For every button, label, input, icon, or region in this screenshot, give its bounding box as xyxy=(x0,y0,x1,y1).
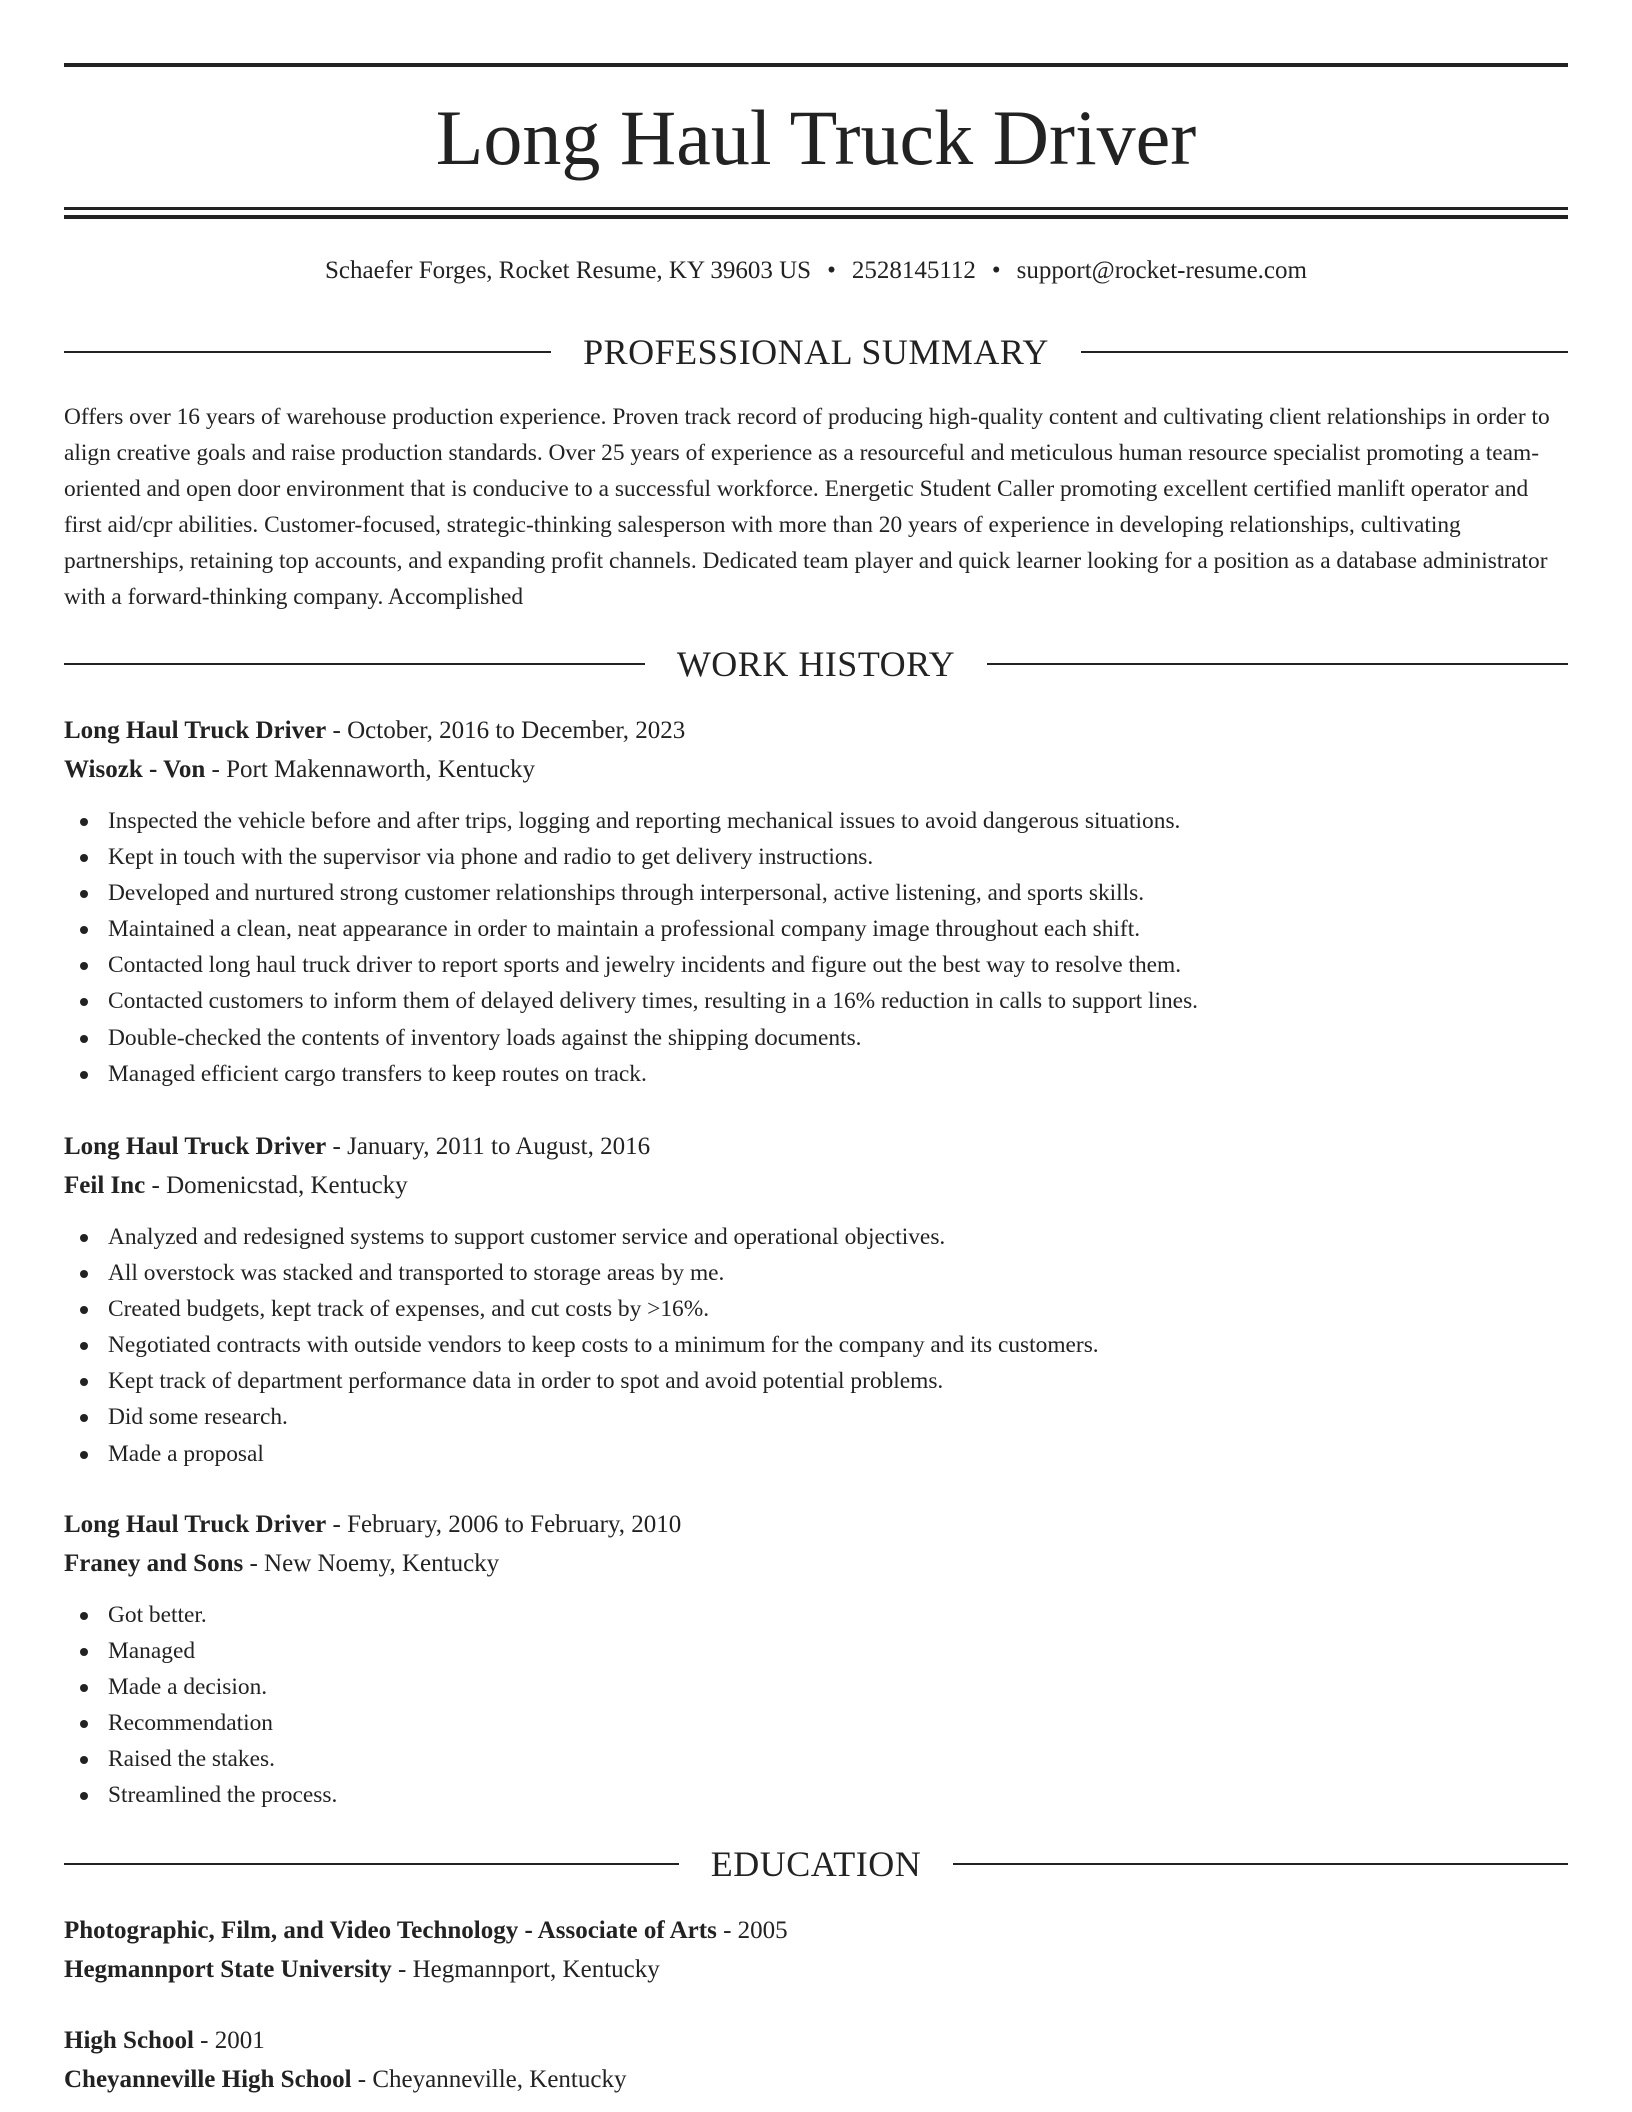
contact-phone: 2528145112 xyxy=(851,257,976,284)
section-heading-education xyxy=(64,1840,1568,1888)
section-heading-work-history xyxy=(64,640,1568,688)
job-bullet: Developed and nurtured strong customer relationships through interpersonal, active listening, and sports skills. xyxy=(64,875,1568,911)
job-bullet: Raised the stakes. xyxy=(64,1741,1568,1777)
job-company-line: Wisozk - Von - Port Makennaworth, Kentucky xyxy=(64,756,536,783)
job-bullet: Created budgets, kept track of expenses, and cut costs by >16%. xyxy=(64,1291,1568,1327)
education-entry xyxy=(64,2021,1568,2099)
header-double-rule-lower xyxy=(64,215,1568,219)
job-title-line: Long Haul Truck Driver - October, 2016 to December, 2023 xyxy=(64,717,686,744)
education-school: Cheyanneville High School xyxy=(64,2066,352,2093)
job-entry xyxy=(64,1505,1568,1814)
contact-address: Schaefer Forges, Rocket Resume, KY 39603 US xyxy=(325,257,812,284)
education-school-line: Cheyanneville High School - Cheyanneville, Kentucky xyxy=(64,2066,627,2093)
job-title: Long Haul Truck Driver xyxy=(64,1511,327,1538)
heading-rule-right xyxy=(1081,351,1568,353)
header-top-rule xyxy=(64,63,1568,67)
job-dates: January, 2011 to August, 2016 xyxy=(347,1133,651,1160)
education-location: Cheyanneville, Kentucky xyxy=(372,2066,627,2093)
job-entry xyxy=(64,711,1568,1092)
job-company: Feil Inc xyxy=(64,1172,146,1199)
job-location: Port Makennaworth, Kentucky xyxy=(226,756,536,783)
section-title: PROFESSIONAL SUMMARY xyxy=(583,332,1049,372)
section-title: WORK HISTORY xyxy=(676,644,956,684)
job-bullet: Managed efficient cargo transfers to keep routes on track. xyxy=(64,1056,1568,1092)
job-bullet: Streamlined the process. xyxy=(64,1777,1568,1813)
job-location: Domenicstad, Kentucky xyxy=(166,1172,408,1199)
job-bullet: Inspected the vehicle before and after trips, logging and reporting mechanical issues to avoid dangerous situations. xyxy=(64,803,1568,839)
heading-rule-left xyxy=(64,351,551,353)
job-bullet: Contacted long haul truck driver to report sports and jewelry incidents and figure out the best way to resolve them. xyxy=(64,947,1568,983)
education-school: Hegmannport State University xyxy=(64,1956,392,1983)
job-company-line: Franey and Sons - New Noemy, Kentucky xyxy=(64,1550,500,1577)
job-title: Long Haul Truck Driver xyxy=(64,717,327,744)
job-entry xyxy=(64,1127,1568,1472)
education-degree: Photographic, Film, and Video Technology - Associate of Arts xyxy=(64,1917,717,1944)
job-bullet: Contacted customers to inform them of delayed delivery times, resulting in a 16% reduction in calls to support lines. xyxy=(64,983,1568,1019)
job-bullet: Made a decision. xyxy=(64,1669,1568,1705)
job-bullet: Kept in touch with the supervisor via phone and radio to get delivery instructions. xyxy=(64,839,1568,875)
education-location: Hegmannport, Kentucky xyxy=(412,1956,660,1983)
header-double-rule-upper xyxy=(64,207,1568,210)
job-bullet: Made a proposal xyxy=(64,1436,1568,1472)
job-bullet: Maintained a clean, neat appearance in order to maintain a professional company image throughout each shift. xyxy=(64,911,1568,947)
heading-rule-left xyxy=(64,1863,679,1865)
job-bullet: Recommendation xyxy=(64,1705,1568,1741)
job-title-line: Long Haul Truck Driver - February, 2006 to February, 2010 xyxy=(64,1511,682,1538)
section-title: EDUCATION xyxy=(710,1844,922,1884)
contact-email: support@rocket-resume.com xyxy=(1016,257,1307,284)
job-dates: February, 2006 to February, 2010 xyxy=(347,1511,682,1538)
heading-rule-right xyxy=(987,663,1568,665)
education-degree-line: High School - 2001 xyxy=(64,2027,265,2054)
education-school-line: Hegmannport State University - Hegmannport, Kentucky xyxy=(64,1956,660,1983)
job-bullets xyxy=(64,803,1568,1092)
summary-text: Offers over 16 years of warehouse production experience. Proven track record of producing high-quality content and cultivating client relationships in order to align creative goals and raise production standards. Over 25 years of experience as a resourceful and meticulous human resource specialist promoting a team-oriented and open door environment that is conducive to a successful workforce. Energetic Student Caller promoting excellent certified manlift operator and first aid/cpr abilities. Customer-focused, strategic-thinking salesperson with more than 20 years of experience in developing relationships, cultivating partnerships, retaining top accounts, and expanding profit channels. Dedicated team player and quick learner looking for a position as a database administrator with a forward-thinking company. Accomplished xyxy=(64,404,1550,610)
education-degree-line: Photographic, Film, and Video Technology - Associate of Arts - 2005 xyxy=(64,1917,788,1944)
job-company: Franey and Sons xyxy=(64,1550,244,1577)
job-bullet: Negotiated contracts with outside vendors to keep costs to a minimum for the company and its customers. xyxy=(64,1327,1568,1363)
contact-separator: • xyxy=(991,257,1001,284)
heading-rule-left xyxy=(64,663,645,665)
education-year: 2005 xyxy=(737,1917,788,1944)
job-bullet: Kept track of department performance data in order to spot and avoid potential problems. xyxy=(64,1363,1568,1399)
job-company: Wisozk - Von xyxy=(64,756,206,783)
contact-separator: • xyxy=(827,257,836,284)
job-bullet: Managed xyxy=(64,1633,1568,1669)
job-title-line: Long Haul Truck Driver - January, 2011 to August, 2016 xyxy=(64,1133,651,1160)
education-entry xyxy=(64,1911,1568,1989)
job-title: Long Haul Truck Driver xyxy=(64,1133,327,1160)
job-location: New Noemy, Kentucky xyxy=(264,1550,500,1577)
job-bullet: Did some research. xyxy=(64,1399,1568,1435)
job-bullet: All overstock was stacked and transported to storage areas by me. xyxy=(64,1255,1568,1291)
section-heading-summary xyxy=(64,328,1568,376)
job-bullet: Double-checked the contents of inventory loads against the shipping documents. xyxy=(64,1020,1568,1056)
education-degree: High School xyxy=(64,2027,194,2054)
job-company-line: Feil Inc - Domenicstad, Kentucky xyxy=(64,1172,408,1199)
job-bullet: Analyzed and redesigned systems to support customer service and operational objectives. xyxy=(64,1219,1568,1255)
contact-line xyxy=(64,253,1568,289)
education-year: 2001 xyxy=(214,2027,265,2054)
heading-rule-right xyxy=(953,1863,1568,1865)
job-dates: October, 2016 to December, 2023 xyxy=(347,717,686,744)
job-bullets xyxy=(64,1597,1568,1814)
resume-title: Long Haul Truck Driver xyxy=(435,94,1197,181)
job-bullets xyxy=(64,1219,1568,1472)
job-bullet: Got better. xyxy=(64,1597,1568,1633)
